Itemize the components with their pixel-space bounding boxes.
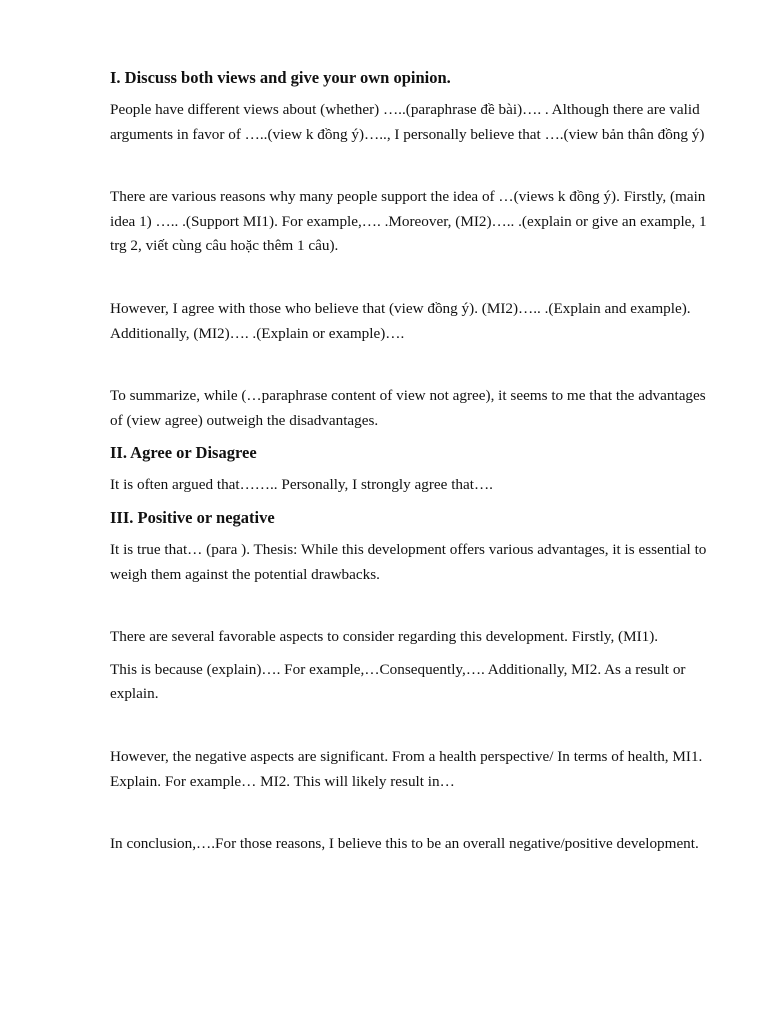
- paragraph-conclusion: To summarize, while (…paraphrase content of view not agree), it seems to me that the advantages of (view agree) outweigh the disadvantages.: [110, 387, 706, 429]
- heading-positive-negative: III. Positive or negative: [110, 507, 275, 527]
- paragraph-body-2: However, I agree with those who believe that (view đồng ý). (MI2)….. .(Explain and example). Additionally, (MI2)…. .(Explain or example)….: [110, 299, 691, 342]
- paragraph-pn-intro: It is true that… (para ). Thesis: While this development offers various advantages, it is essential to weigh them against the potential drawbacks.: [110, 540, 707, 583]
- heading-agree-disagree: II. Agree or Disagree: [110, 443, 257, 463]
- paragraph-pn-favorable: There are several favorable aspects to consider regarding this development. Firstly, (MI1).: [110, 628, 659, 646]
- paragraph-intro: People have different views about (whether) …..(paraphrase đề bài)…. . Although there are valid arguments in favor of …..(view k đồng ý)….., I personally believe that ….(view bản thân đồng ý): [110, 101, 705, 143]
- paragraph-pn-negative: However, the negative aspects are significant. From a health perspective/ In terms of health, MI1. Explain. For example… MI2. This will likely result in…: [110, 747, 703, 790]
- heading-discuss-both-views: I. Discuss both views and give your own opinion.: [110, 68, 451, 87]
- paragraph-pn-conclusion: In conclusion,….For those reasons, I believe this to be an overall negative/positive development.: [110, 835, 699, 853]
- paragraph-body-1: There are various reasons why many people support the idea of …(views k đồng ý). Firstly, (main idea 1) ….. .(Support MI1). For example,…. .Moreover, (MI2)….. .(explain or give an example, 1 trg 2, viết cùng câu hoặc thêm 1 câu).: [110, 188, 707, 255]
- paragraph-agree-intro: It is often argued that…….. Personally, I strongly agree that….: [110, 476, 493, 494]
- document-page: [110, 66, 720, 857]
- paragraph-pn-explain: This is because (explain)…. For example,…Consequently,…. Additionally, MI2. As a result or explain.: [110, 660, 686, 703]
